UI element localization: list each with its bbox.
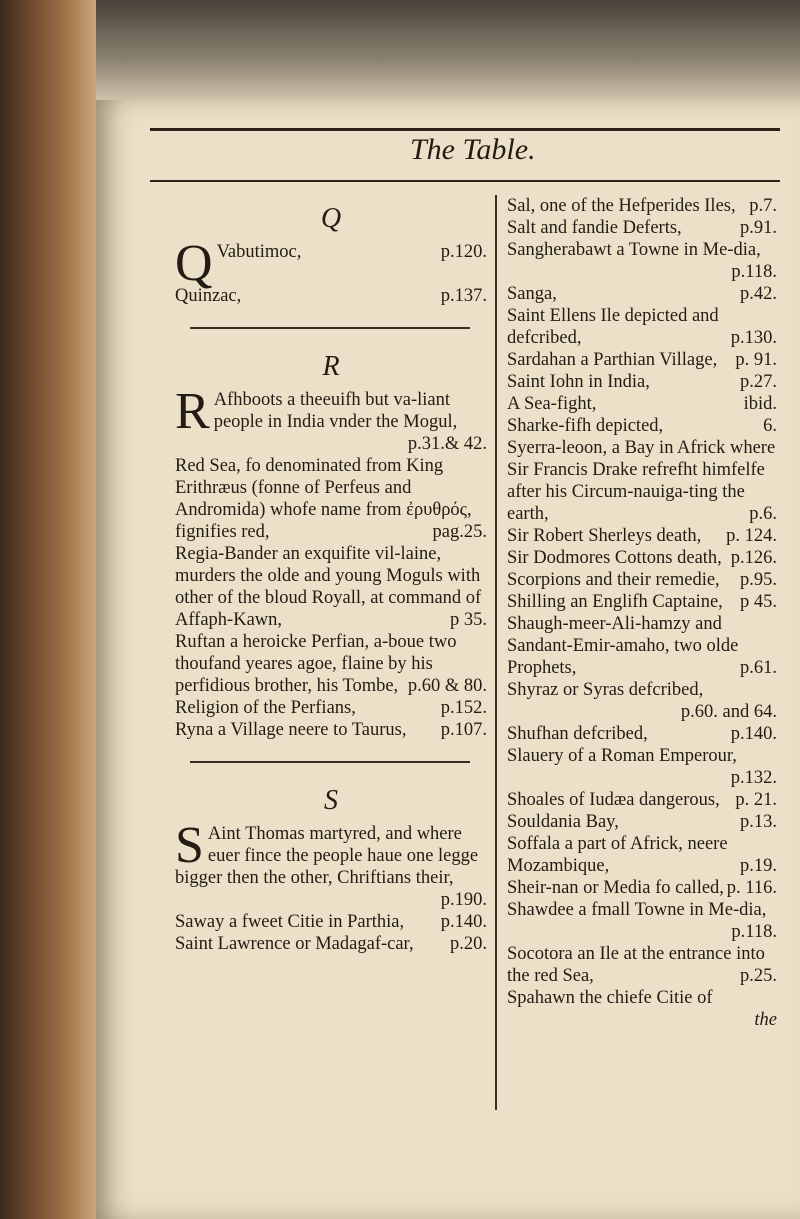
page-title: The Table. — [410, 133, 536, 166]
entry-text: Sanga, — [507, 284, 557, 304]
page-reference: p.120. — [440, 242, 487, 262]
entry-text: Saway a fweet Citie in Parthia, — [175, 912, 405, 932]
entry-text: Shilling an Englifh Captaine, — [507, 592, 723, 612]
section-letter-r: R — [322, 351, 340, 382]
index-entry — [175, 933, 487, 955]
entry-text: Slauery of a Roman Emperour, — [507, 746, 737, 766]
index-entry — [175, 543, 487, 631]
page-reference: p.132. — [730, 768, 777, 788]
entry-text: Shoales of Iudæa dangerous, — [507, 790, 720, 810]
page-reference: p.118. — [731, 922, 777, 942]
page-reference: p 45. — [740, 592, 777, 612]
page-reference: p.95. — [740, 570, 777, 590]
index-entry — [507, 613, 777, 679]
index-entry — [507, 877, 777, 899]
index-entry — [175, 455, 487, 543]
entry-text: Sir Robert Sherleys death, — [507, 526, 702, 546]
page-reference: p.20. — [450, 934, 487, 954]
entry-text: Sharke-fifh depicted, — [507, 416, 664, 436]
section-s-entries — [175, 817, 487, 955]
entry-text: Sardahan a Parthian Village, — [507, 350, 718, 370]
book-spine — [0, 0, 96, 1219]
section-divider — [190, 761, 470, 763]
index-entry — [507, 987, 777, 1009]
index-entry — [507, 283, 777, 305]
page-reference: p.19. — [740, 856, 777, 876]
section-q-entries — [175, 235, 487, 307]
entry-text: Sheir-nan or Media fo called, — [507, 878, 724, 898]
index-entry — [507, 217, 777, 239]
index-entry — [507, 723, 777, 745]
page-reference: ibid. — [743, 394, 777, 414]
index-entry — [507, 195, 777, 217]
page-reference: p.137. — [440, 286, 487, 306]
entry-text: Saint Lawrence or Madagaf-car, — [175, 934, 414, 954]
entry-text: Shyraz or Syras defcribed, — [507, 680, 704, 700]
entry-text: Shufhan defcribed, — [507, 724, 648, 744]
entry-text: Afhboots a theeuifh but va-liant people in India vnder the Mogul, — [213, 390, 458, 432]
index-entry — [175, 697, 487, 719]
index-entry — [507, 679, 777, 723]
page-reference: p.190. — [440, 890, 487, 910]
index-entry — [507, 591, 777, 613]
page-reference: p.27. — [740, 372, 777, 392]
index-entry — [507, 745, 777, 789]
index-entry — [507, 811, 777, 833]
entry-text: Red Sea, fo denominated from King Erithræus (fonne of Perfeus and Andromida) whofe name from ἐρυθρός, fignifies red, — [175, 456, 472, 542]
index-entry — [507, 943, 777, 987]
page-reference: p.13. — [740, 812, 777, 832]
index-entry — [507, 349, 777, 371]
entry-text: Regia-Bander an exquifite vil-laine, murders the olde and young Moguls with other of the bloud Royall, at command of Affaph-Kawn, — [175, 544, 482, 630]
page-reference: p.6. — [749, 504, 777, 524]
entry-text: Shawdee a fmall Towne in Me-dia, — [507, 900, 767, 920]
page-reference: p.61. — [740, 658, 777, 678]
index-entry — [507, 371, 777, 393]
drop-cap: Q — [175, 235, 213, 292]
section-letter-q: Q — [320, 203, 342, 234]
index-entry — [507, 239, 777, 283]
page-reference: p.126. — [730, 548, 777, 568]
page-reference: p.42. — [740, 284, 777, 304]
left-column — [175, 195, 487, 955]
page-reference: p.31.& 42. — [407, 434, 487, 454]
entry-text: Sal, one of the Hefperides Iles, — [507, 196, 736, 216]
entry-text: Syerra-leoon, a Bay in Africk where Sir Francis Drake refrefht himfelfe after his Circum-nauiga-ting the earth, — [507, 438, 776, 524]
page-reference: p.152. — [440, 698, 487, 718]
entry-text: Ruftan a heroicke Perfian, a-boue two thoufand yeares agoe, flaine by his perfidious brother, his Tombe, — [175, 632, 457, 696]
entry-text: Aint Thomas martyred, and where euer fince the people haue one legge bigger then the other, Chriftians their, — [175, 824, 479, 888]
page-reference: p. 124. — [726, 526, 777, 546]
section-r-entries — [175, 383, 487, 741]
entry-text: Soffala a part of Africk, neere Mozambique, — [507, 834, 728, 876]
page-reference: p.7. — [749, 196, 777, 216]
header-rule — [150, 128, 780, 131]
entry-text: Socotora an Ile at the entrance into the red Sea, — [507, 944, 765, 986]
entry-text: Sangherabawt a Towne in Me-dia, — [507, 240, 761, 260]
page-reference: p.140. — [730, 724, 777, 744]
entry-text: Salt and fandie Deferts, — [507, 218, 682, 238]
page-reference: p.140. — [440, 912, 487, 932]
drop-cap: S — [175, 817, 204, 874]
section-letter-s: S — [324, 785, 338, 816]
page-reference: p. 116. — [726, 878, 777, 898]
entry-text: Sir Dodmores Cottons death, — [507, 548, 722, 568]
entry-text: Quinzac, — [175, 286, 242, 306]
page-reference: p.130. — [730, 328, 777, 348]
entry-text: Saint Iohn in India, — [507, 372, 650, 392]
right-column — [507, 195, 777, 1031]
index-entry — [507, 525, 777, 547]
entry-text: Vabutimoc, — [216, 242, 302, 262]
index-entry — [507, 437, 777, 525]
entry-text: A Sea-fight, — [507, 394, 597, 414]
page-reference: p. 21. — [735, 790, 777, 810]
page-reference: p.25. — [740, 966, 777, 986]
index-entry — [175, 285, 487, 307]
index-entry — [175, 383, 487, 455]
section-s-continued — [507, 195, 777, 1009]
entry-text: Ryna a Village neere to Taurus, — [175, 720, 407, 740]
page-reference: p.60 & 80. — [407, 676, 487, 696]
index-entry — [507, 833, 777, 877]
page-reference: p.118. — [731, 262, 777, 282]
index-entry — [507, 305, 777, 349]
page-reference: p. 91. — [735, 350, 777, 370]
index-entry — [175, 235, 487, 292]
entry-text: Spahawn the chiefe Citie of — [507, 988, 713, 1008]
index-entry — [175, 817, 487, 911]
entry-text: Saint Ellens Ile depicted and defcribed, — [507, 306, 719, 348]
index-entry — [507, 789, 777, 811]
page-reference: 6. — [763, 416, 777, 436]
section-divider — [190, 327, 470, 329]
entry-text: Shaugh-meer-Ali-hamzy and Sandant-Emir-amaho, two olde Prophets, — [507, 614, 739, 678]
drop-cap: R — [175, 383, 210, 440]
page-reference: p 35. — [450, 610, 487, 630]
index-entry — [507, 415, 777, 437]
index-entry — [507, 393, 777, 415]
index-entry — [507, 547, 777, 569]
index-entry — [175, 911, 487, 933]
title-rule — [150, 180, 780, 182]
column-divider — [495, 195, 497, 1110]
index-entry — [175, 719, 487, 741]
page-shadow-top — [96, 0, 800, 100]
entry-text: Souldania Bay, — [507, 812, 619, 832]
entry-text: Scorpions and their remedie, — [507, 570, 720, 590]
page-reference: pag.25. — [432, 522, 487, 542]
page-reference: p.91. — [740, 218, 777, 238]
page-reference: p.107. — [440, 720, 487, 740]
index-entry — [507, 899, 777, 943]
index-entry — [175, 631, 487, 697]
catchword: the — [754, 1010, 777, 1030]
page-reference: p.60. and 64. — [680, 702, 777, 722]
index-entry — [507, 569, 777, 591]
entry-text: Religion of the Perfians, — [175, 698, 356, 718]
